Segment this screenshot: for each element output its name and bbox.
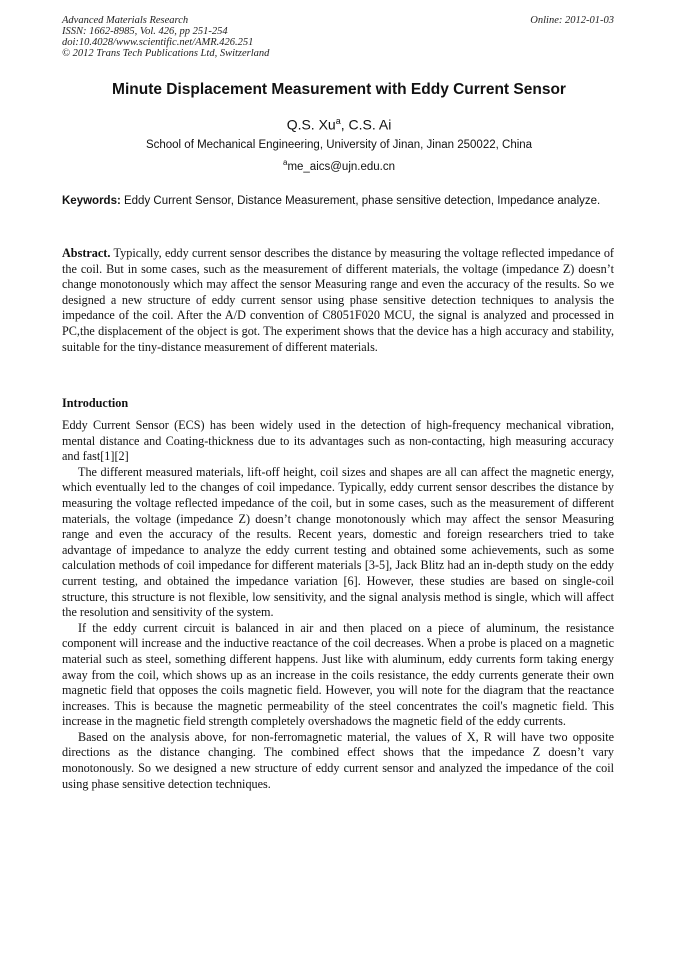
author-1-affil-mark: a: [335, 116, 341, 126]
journal-name: Advanced Materials Research: [62, 15, 189, 26]
abstract: [62, 246, 614, 355]
paragraph-4: Based on the analysis above, for non-ferromagnetic material, the values of X, R will have two opposite directions as the distance changing. The combined effect shows that the impedance Z doesn’t vary monotonously. So we designed a new structure of eddy current sensor and analyzed the impedance of the coil using phase sensitive detection techniques.: [62, 729, 614, 791]
paragraph-1: Eddy Current Sensor (ECS) has been widely used in the detection of high-frequency mechanical vibration, mental distance and Coating-thickness due to its advantages such as non-contacting, high measuring accuracy and fast[1][2]: [62, 418, 614, 464]
abstract-label: Abstract.: [62, 246, 111, 260]
section-heading-introduction: Introduction: [62, 396, 129, 410]
abstract-text: Typically, eddy current sensor describes the distance by measuring the voltage reflected impedance of the coil. But in some cases, such as the measurement of different materials, the voltage (impedance Z) doesn’t change monotonously which may affect the sensor Measuring range and even the accuracy of the results. So we designed a new structure of eddy current sensor using phase sensitive detection techniques to analysis the impedance of the coil. After the A/D convention of C8051F020 MCU, the signal is analyzed and processed in PC,the displacement of the object is got. The experiment shows that the device has a high accuracy and stability, suitable for the tiny-distance measurement of different materials.: [62, 246, 614, 354]
paragraph-2: The different measured materials, lift-off height, coil sizes and shapes are all can affect the magnetic energy, which eventually led to the changes of coil impedance. Typically, eddy current sensor describes the distance by measuring the voltage reflected impedance of the coil, but in some cases, such as the measurement of different materials, the voltage (impedance Z) doesn’t change monotonously which may affect the sensor Measuring range and even the accuracy of the results. Recent years, domestic and foreign researchers tried to take advantage of impedance to analyze the eddy current testing and obtained some achievements, such as some calculation methods of coil impedance for different materials [3-5], Jack Blitz had an in-depth study on the eddy current testing, and obtained the impedance variation [6]. However, these studies are based on single-coil structure, this structure is not flexible, low sensitivity, and the signal analysis method is single, which will affect the resolution and sensitivity of the system.: [62, 464, 614, 620]
author-2: , C.S. Ai: [340, 116, 392, 133]
keywords-text: Eddy Current Sensor, Distance Measurement, phase sensitive detection, Impedance analyze.: [120, 195, 601, 207]
copyright-line: © 2012 Trans Tech Publications Ltd, Switzerland: [62, 48, 270, 59]
author-1: Q.S. Xu: [286, 116, 336, 133]
online-date: Online: 2012-01-03: [530, 15, 614, 26]
keywords: [62, 194, 614, 209]
paragraph-3: If the eddy current circuit is balanced in air and then placed on a piece of aluminum, the resistance component will increase and the inductive reactance of the coil decreases. When a probe is placed on a magnetic material such as steel, something different happens. Just like with aluminum, eddy currents form taking energy away from the coil, which shows up as an increase in the coils resistance, the eddy currents generate their own magnetic field that opposes the coils magnetic field. However, you will note for the diagram that the reactance increases. This is because the magnetic permeability of the steel concentrates the coil's magnetic field. This increase in the magnetic field strength completely overshadows the magnetic field of the eddy currents.: [62, 620, 614, 729]
affiliation: School of Mechanical Engineering, University of Jinan, Jinan 250022, China: [145, 139, 533, 151]
journal-metadata: [62, 15, 269, 59]
email-line: [0, 158, 678, 173]
keywords-label: Keywords:: [62, 195, 121, 207]
introduction-body: [62, 418, 614, 792]
paper-title: Minute Displacement Measurement with Eddy Current Sensor: [112, 81, 566, 98]
doi-line: doi:10.4028/www.scientific.net/AMR.426.251: [62, 37, 254, 48]
email-address: me_aics@ujn.edu.cn: [287, 160, 396, 173]
email-mark: a: [282, 158, 288, 167]
authors: [0, 116, 678, 133]
issn-line: ISSN: 1662-8985, Vol. 426, pp 251-254: [62, 26, 228, 37]
